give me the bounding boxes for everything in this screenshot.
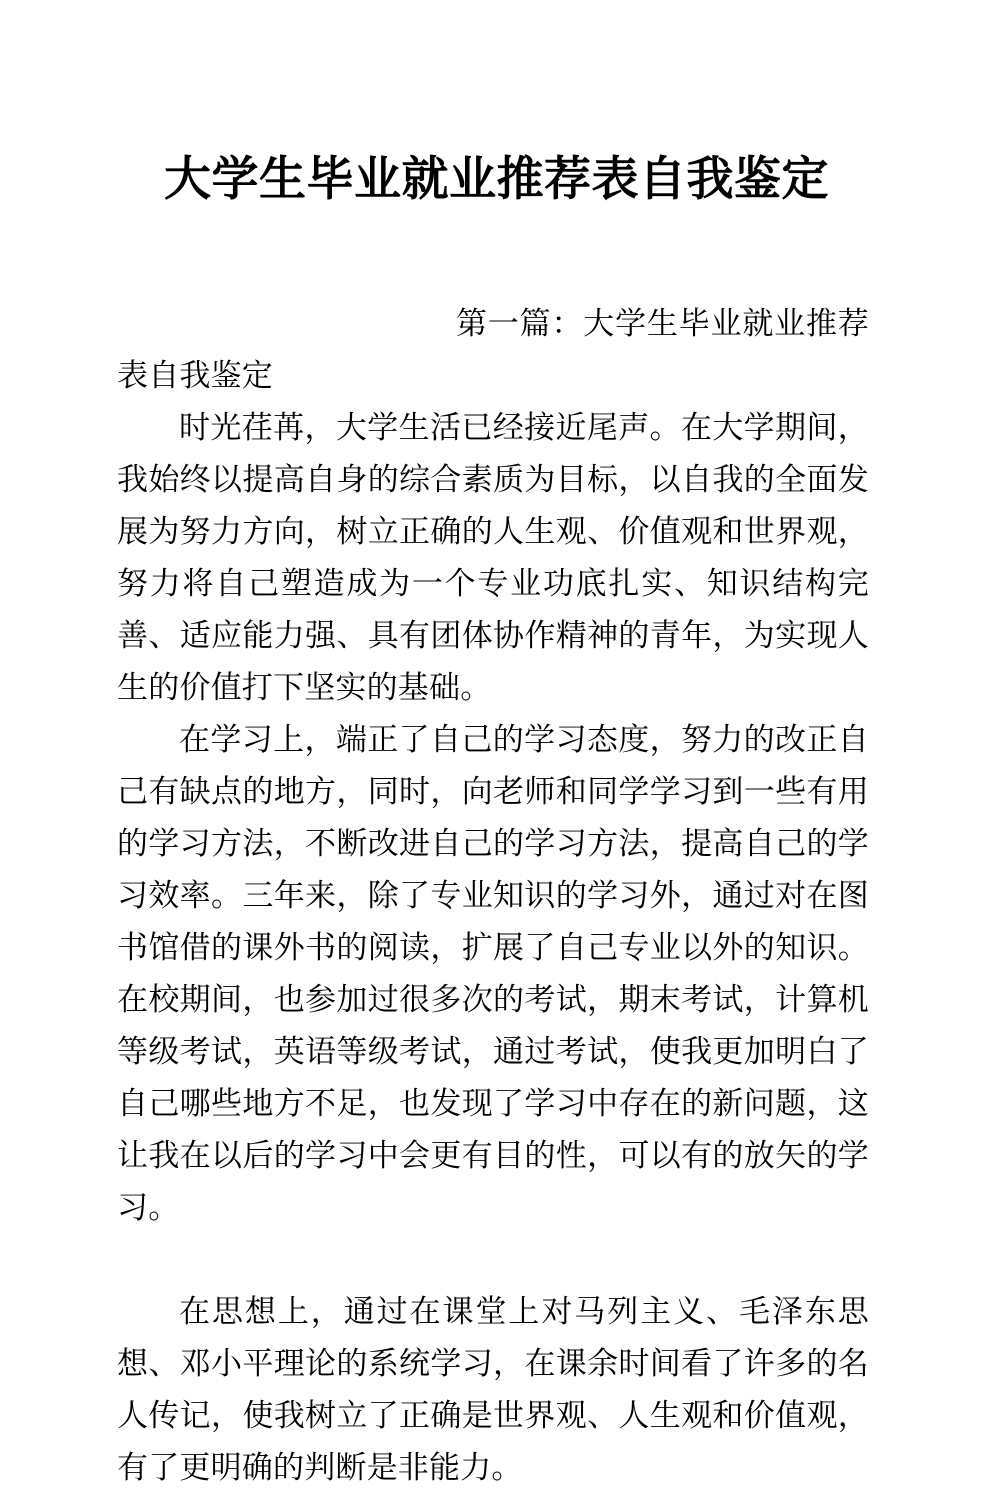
paragraph-thought: 在思想上，通过在课堂上对马列主义、毛泽东思想、邓小平理论的系统学习，在课余时间看了许多的名人传记，使我树立了正确是世界观、人生观和价值观，有了更明确的判断是非能力。 [117, 1294, 869, 1486]
paragraph-spacer [117, 1234, 869, 1286]
paragraph-opening: 时光荏苒，大学生活已经接近尾声。在大学期间，我始终以提高自身的综合素质为目标，以自我的全面发展为努力方向，树立正确的人生观、价值观和世界观，努力将自己塑造成为一个专业功底扎实、知识结构完善、适应能力强、具有团体协作精神的青年，为实现人生的价值打下坚实的基础。 [117, 410, 869, 706]
document-body [117, 298, 869, 1494]
page-title: 大学生毕业就业推荐表自我鉴定 [164, 152, 829, 208]
paragraph-study: 在学习上，端正了自己的学习态度，努力的改正自己有缺点的地方，同时，向老师和同学学习到一些有用的学习方法，不断改进自己的学习方法，提高自己的学习效率。三年来，除了专业知识的学习外，通过对在图书馆借的课外书的阅读，扩展了自己专业以外的知识。在校期间，也参加过很多次的考试，期末考试，计算机等级考试，英语等级考试，通过考试，使我更加明白了自己哪些地方不足，也发现了学习中存在的新问题，这让我在以后的学习中会更有目的性，可以有的放矢的学习。 [117, 722, 869, 1226]
section-heading: 第一篇：大学生毕业就业推荐表自我鉴定 [117, 306, 869, 394]
